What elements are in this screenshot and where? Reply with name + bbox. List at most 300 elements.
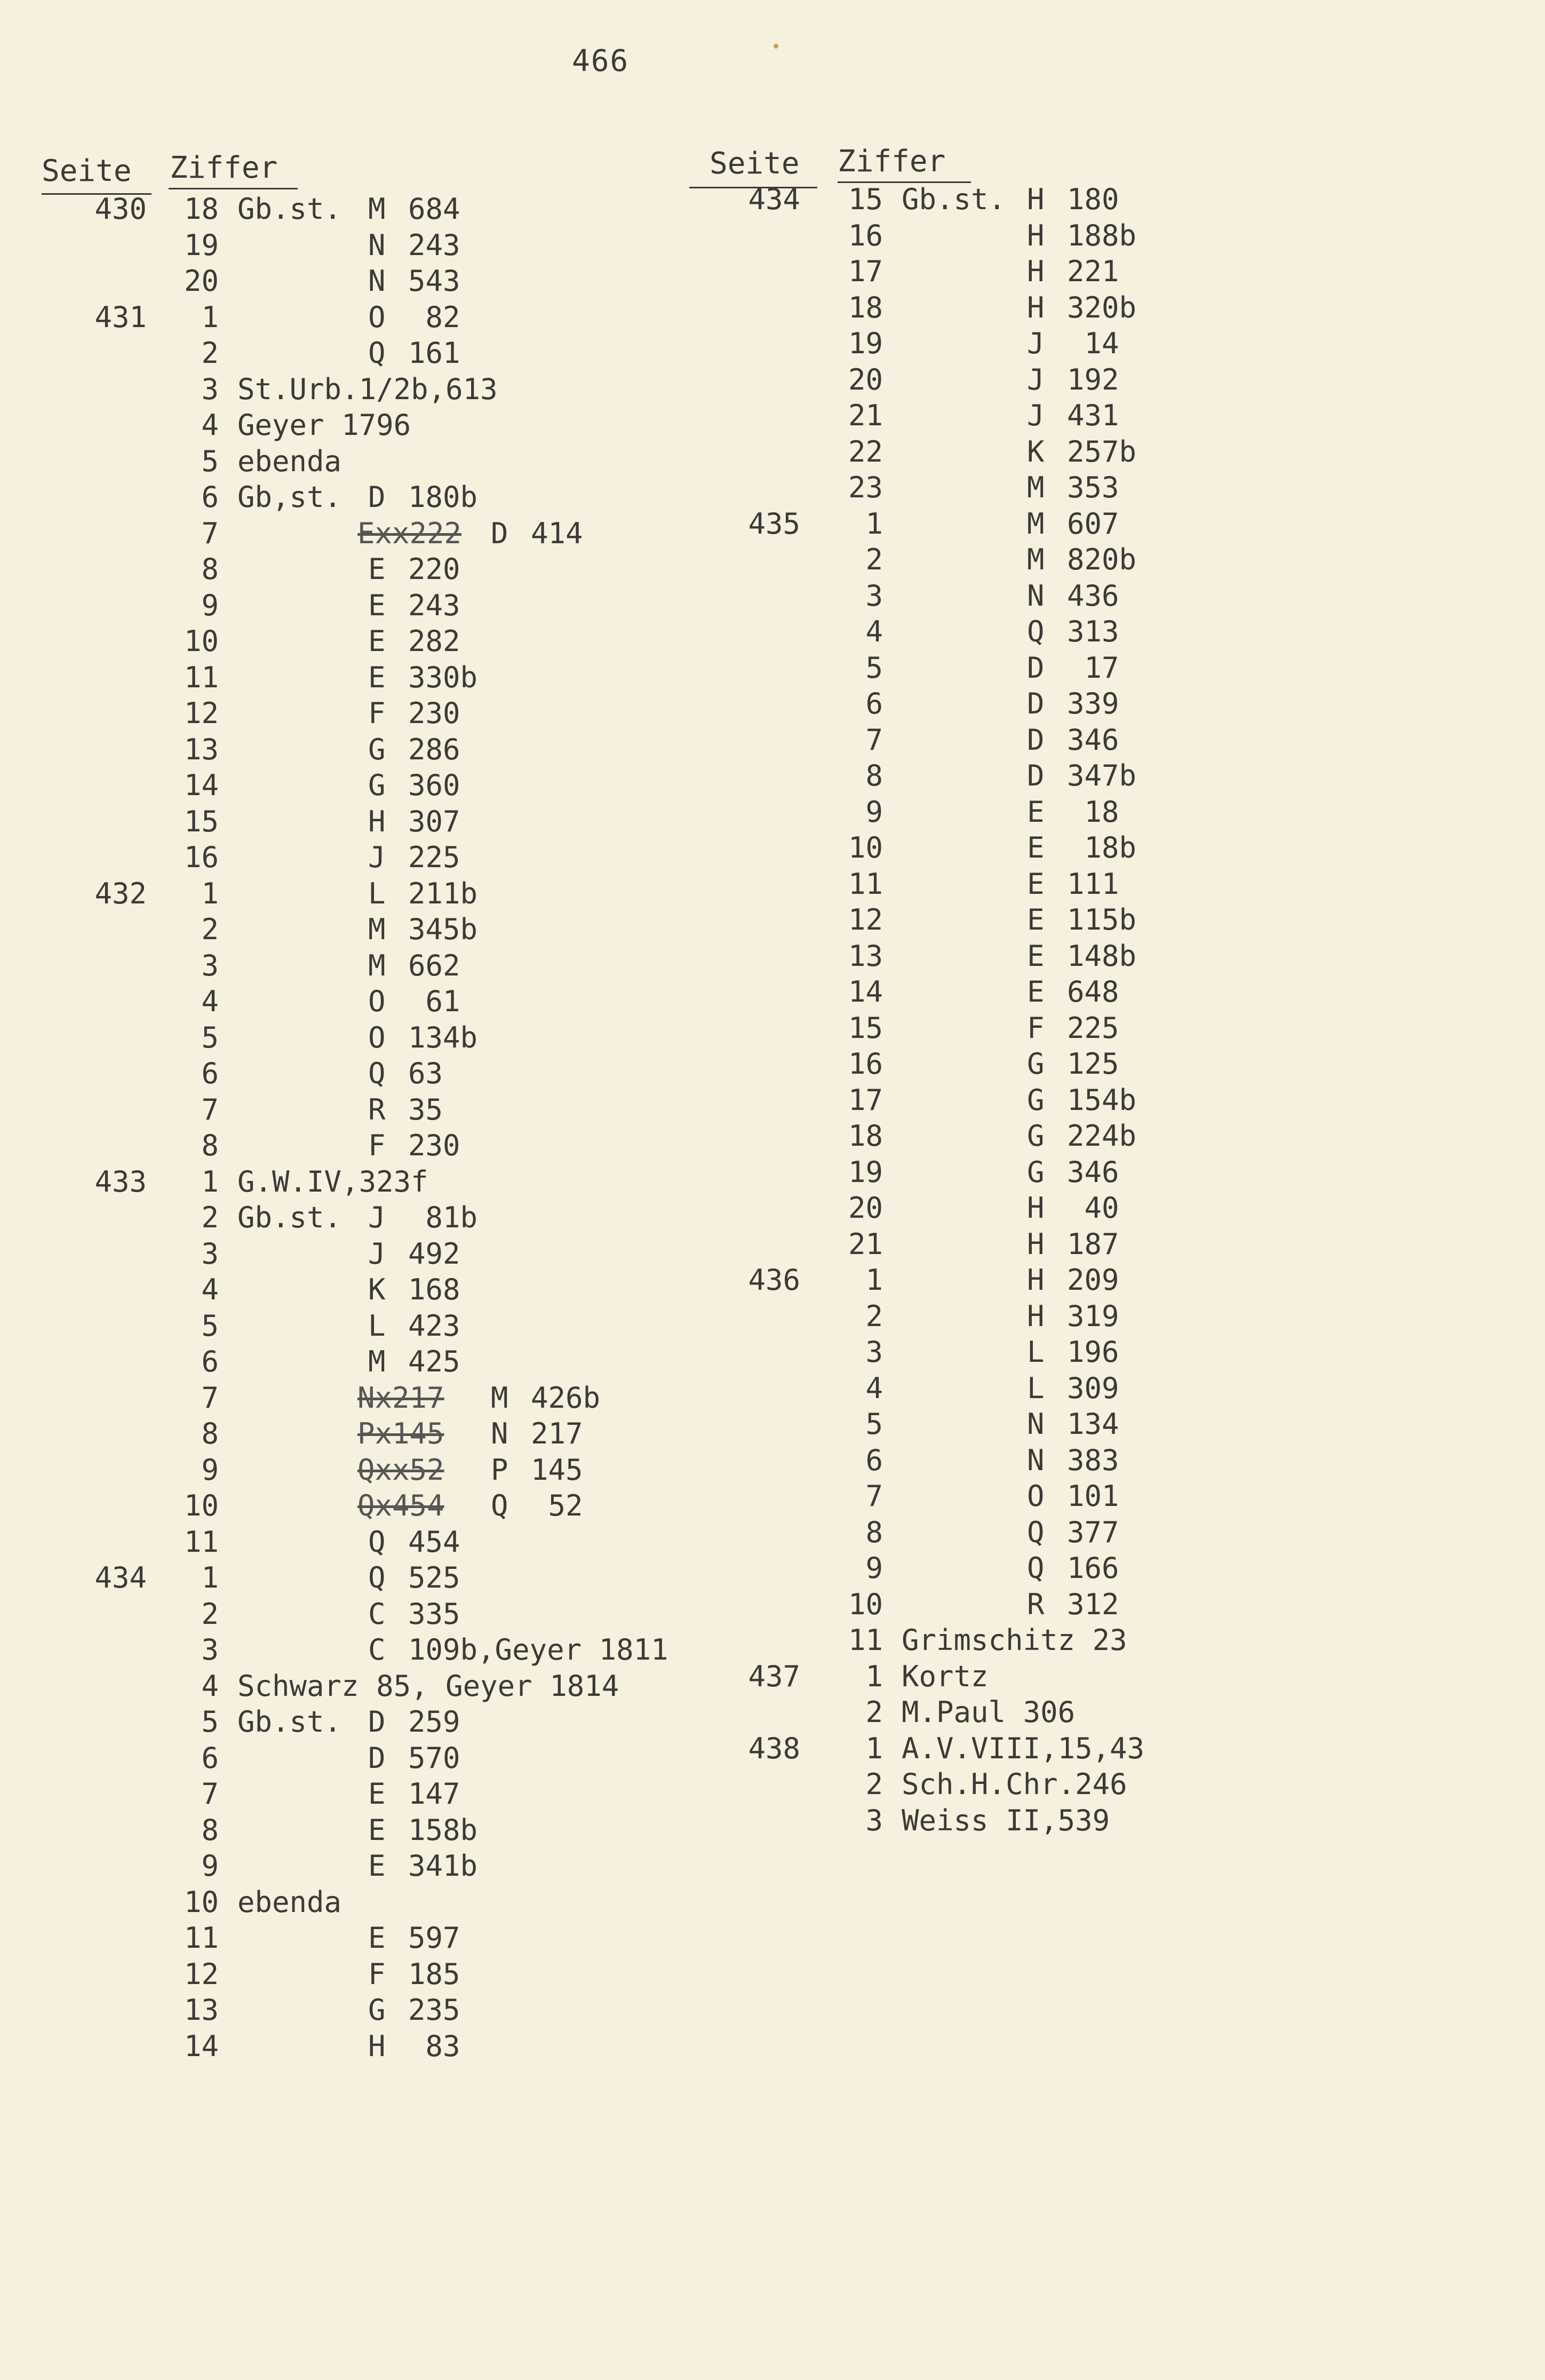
reference-letter: E (368, 624, 386, 658)
index-row (0, 1596, 694, 1632)
ziffer-value: 20 (184, 264, 219, 298)
reference-letter: E (1027, 939, 1045, 973)
reference-text: ebenda (237, 444, 342, 478)
ziffer-value: 9 (865, 1551, 883, 1585)
reference-number: 345b (408, 913, 478, 946)
reference-letter: Q (368, 1057, 386, 1090)
ziffer-value: 2 (865, 1299, 883, 1333)
ziffer-value: 9 (201, 1849, 219, 1883)
reference-letter: M (368, 192, 386, 226)
reference-letter: N (1027, 578, 1045, 613)
index-row (0, 443, 694, 480)
index-row (0, 407, 694, 443)
ziffer-value: 14 (184, 768, 219, 802)
ziffer-value: 3 (201, 948, 219, 982)
reference-number: 423 (408, 1308, 460, 1343)
ziffer-value: 14 (184, 2029, 219, 2063)
reference-letter: E (1027, 867, 1045, 901)
index-row (720, 650, 1414, 686)
reference-number: 158b (408, 1813, 478, 1847)
reference-number: 820b (1067, 543, 1137, 576)
reference-letter: H (1027, 1263, 1045, 1297)
reference-number: 286 (408, 732, 460, 766)
index-row (0, 2028, 694, 2065)
index-row (0, 623, 694, 660)
reference-letter: J (1027, 399, 1045, 432)
reference-letter: M (1027, 543, 1045, 576)
struck-out-text: Qx454 (357, 1489, 444, 1522)
reference-number: 383 (1067, 1443, 1119, 1477)
reference-number: 492 (408, 1236, 460, 1271)
reference-number: 454 (408, 1525, 460, 1559)
index-row (0, 983, 694, 1020)
struck-out-text: Qxx52 (357, 1453, 444, 1487)
header-seite-left: Seite (42, 154, 132, 188)
reference-number: 61 (408, 985, 460, 1018)
reference-letter: K (1027, 434, 1045, 469)
ziffer-value: 7 (201, 1777, 219, 1811)
ziffer-value: 13 (848, 939, 883, 973)
ziffer-value: 12 (184, 1957, 219, 1991)
ink-dot (774, 44, 778, 49)
ziffer-value: 3 (201, 1236, 219, 1271)
ziffer-value: 17 (848, 1083, 883, 1117)
reference-number: 346 (1067, 1155, 1119, 1189)
reference-text: Grimschitz 23 (902, 1623, 1127, 1657)
reference-number: 319 (1067, 1299, 1119, 1333)
ziffer-value: 2 (201, 913, 219, 946)
ziffer-value: 3 (865, 578, 883, 613)
reference-letter: E (368, 660, 386, 694)
ziffer-value: 11 (848, 867, 883, 901)
ziffer-value: 1 (865, 1263, 883, 1297)
ziffer-value: 23 (848, 471, 883, 504)
reference-letter: R (368, 1092, 386, 1126)
reference-number: 282 (408, 624, 460, 658)
reference-letter: M (491, 1381, 508, 1415)
reference-number: 225 (408, 840, 460, 874)
index-row (720, 506, 1414, 542)
reference-number: 83 (408, 2029, 460, 2063)
index-row (0, 804, 694, 840)
ziffer-value: 16 (184, 840, 219, 874)
index-row (0, 1272, 694, 1308)
ziffer-value: 5 (201, 1308, 219, 1343)
reference-number: 347b (1067, 759, 1137, 792)
reference-letter: P (491, 1453, 508, 1487)
reference-letter: G (1027, 1155, 1045, 1189)
index-row (0, 299, 694, 336)
index-row (720, 1370, 1414, 1407)
index-row (0, 1920, 694, 1956)
ziffer-value: 7 (201, 1092, 219, 1126)
index-row (720, 1478, 1414, 1514)
header-seite-right: Seite (710, 146, 800, 181)
seite-value: 436 (748, 1263, 800, 1297)
reference-number: 196 (1067, 1335, 1119, 1369)
ziffer-value: 4 (201, 1273, 219, 1306)
ziffer-value: 5 (865, 1407, 883, 1441)
index-row (0, 263, 694, 299)
reference-letter: N (368, 228, 386, 262)
reference-number: 217 (531, 1417, 583, 1450)
reference-letter: Q (368, 1525, 386, 1559)
reference-number: 313 (1067, 615, 1119, 648)
seite-value: 434 (94, 1561, 147, 1594)
reference-number: 147 (408, 1777, 460, 1811)
reference-number: 339 (1067, 687, 1119, 720)
reference-letter: O (368, 300, 386, 334)
ziffer-value: 3 (201, 372, 219, 406)
reference-number: 230 (408, 696, 460, 730)
reference-letter: D (491, 516, 508, 550)
reference-number: 40 (1067, 1191, 1119, 1225)
reference-letter: H (1027, 218, 1045, 252)
index-row (0, 732, 694, 768)
reference-number: 188b (1067, 218, 1137, 252)
reference-letter: E (368, 1813, 386, 1847)
ziffer-value: 4 (865, 615, 883, 648)
reference-number: 111 (1067, 867, 1119, 901)
reference-letter: G (1027, 1047, 1045, 1081)
index-row (720, 1766, 1414, 1803)
reference-text: Weiss II,539 (902, 1803, 1110, 1837)
index-row (720, 1118, 1414, 1154)
index-row (720, 1586, 1414, 1623)
index-row (720, 1731, 1414, 1767)
index-row (720, 362, 1414, 398)
ziffer-value: 17 (848, 255, 883, 288)
reference-letter: F (368, 1129, 386, 1162)
reference-letter: D (1027, 687, 1045, 720)
ziffer-value: 9 (201, 1453, 219, 1487)
reference-number: 360 (408, 768, 460, 802)
reference-letter: D (1027, 723, 1045, 757)
ziffer-value: 10 (848, 1587, 883, 1621)
reference-letter: H (1027, 290, 1045, 324)
index-row (720, 614, 1414, 650)
reference-number: 243 (408, 228, 460, 262)
reference-text: M.Paul 306 (902, 1695, 1076, 1729)
reference-letter: E (1027, 795, 1045, 829)
reference-number: 230 (408, 1129, 460, 1162)
index-row (720, 866, 1414, 902)
reference-number: 14 (1067, 327, 1119, 360)
reference-number: 570 (408, 1741, 460, 1775)
left-column (0, 191, 694, 2064)
index-row (0, 1848, 694, 1884)
index-row (720, 1659, 1414, 1695)
reference-letter: E (368, 1921, 386, 1955)
source-abbrev: Gb.st. (237, 1705, 342, 1739)
index-row (720, 434, 1414, 470)
ziffer-value: 15 (848, 183, 883, 216)
seite-value: 435 (748, 506, 800, 541)
reference-number: 259 (408, 1705, 460, 1739)
index-row (0, 479, 694, 515)
index-row (720, 1406, 1414, 1442)
reference-letter: E (368, 588, 386, 622)
index-row (0, 1704, 694, 1740)
reference-letter: E (1027, 831, 1045, 864)
reference-letter: G (1027, 1083, 1045, 1117)
index-row (0, 1380, 694, 1416)
source-abbrev: Gb,st. (237, 480, 342, 514)
page-number: 466 (572, 44, 630, 78)
index-row (0, 1344, 694, 1380)
ziffer-value: 1 (201, 300, 219, 334)
ziffer-value: 22 (848, 434, 883, 469)
ziffer-value: 3 (865, 1803, 883, 1837)
index-row (720, 253, 1414, 290)
reference-number: 425 (408, 1345, 460, 1378)
index-row (0, 371, 694, 408)
index-row (720, 218, 1414, 254)
reference-letter: Q (491, 1489, 508, 1522)
reference-text: St.Urb.1/2b,613 (237, 372, 498, 406)
reference-letter: D (1027, 759, 1045, 792)
struck-out-text: Nx217 (357, 1381, 444, 1415)
index-row (0, 588, 694, 624)
reference-letter: H (1027, 1299, 1045, 1333)
reference-number: 224b (1067, 1119, 1137, 1153)
reference-letter: R (1027, 1587, 1045, 1621)
index-row (720, 902, 1414, 938)
reference-number: 209 (1067, 1263, 1119, 1297)
seite-value: 432 (94, 876, 147, 910)
ziffer-value: 13 (184, 1993, 219, 2027)
reference-number: 211b (408, 876, 478, 910)
ziffer-value: 14 (848, 975, 883, 1009)
ziffer-value: 10 (184, 1489, 219, 1522)
ziffer-value: 11 (848, 1623, 883, 1657)
header-ziffer-right: Ziffer (838, 144, 946, 179)
index-row (720, 722, 1414, 758)
ziffer-value: 3 (865, 1335, 883, 1369)
ziffer-value: 6 (865, 1443, 883, 1477)
ziffer-value: 6 (201, 1345, 219, 1378)
reference-text: Schwarz 85, Geyer 1814 (237, 1669, 619, 1703)
index-row (0, 1632, 694, 1668)
right-column (720, 181, 1414, 1838)
reference-number: 115b (1067, 903, 1137, 937)
ziffer-value: 1 (865, 506, 883, 541)
index-row (720, 470, 1414, 506)
ziffer-value: 19 (184, 228, 219, 262)
ziffer-value: 5 (865, 650, 883, 685)
struck-out-text: Exx222 (357, 516, 462, 550)
reference-number: 235 (408, 1993, 460, 2027)
ziffer-value: 2 (865, 1695, 883, 1729)
seite-value: 438 (748, 1731, 800, 1765)
reference-number: 63 (408, 1057, 443, 1090)
index-row (0, 1488, 694, 1524)
index-row (720, 758, 1414, 794)
index-row (720, 1298, 1414, 1335)
ziffer-value: 18 (848, 1119, 883, 1153)
reference-number: 109b,Geyer 1811 (408, 1633, 668, 1667)
reference-number: 148b (1067, 939, 1137, 973)
reference-text: A.V.VIII,15,43 (902, 1731, 1145, 1765)
index-row (0, 1416, 694, 1452)
index-row (720, 830, 1414, 866)
reference-letter: C (368, 1633, 386, 1667)
ziffer-value: 11 (184, 660, 219, 694)
index-row (720, 1442, 1414, 1479)
index-row (720, 578, 1414, 614)
ziffer-value: 11 (184, 1921, 219, 1955)
ziffer-value: 2 (201, 1201, 219, 1234)
ziffer-value: 18 (848, 290, 883, 324)
reference-letter: H (1027, 183, 1045, 216)
ziffer-value: 15 (184, 804, 219, 838)
reference-number: 320b (1067, 290, 1137, 324)
index-row (720, 1694, 1414, 1731)
reference-number: 662 (408, 948, 460, 982)
ziffer-value: 16 (848, 218, 883, 252)
index-row (0, 767, 694, 804)
index-row (0, 1740, 694, 1776)
index-row (0, 551, 694, 588)
reference-letter: O (368, 985, 386, 1018)
index-row (720, 686, 1414, 722)
index-row (720, 1010, 1414, 1046)
ziffer-value: 21 (848, 399, 883, 432)
index-row (0, 515, 694, 552)
reference-letter: H (1027, 1227, 1045, 1261)
reference-letter: C (368, 1597, 386, 1631)
ziffer-value: 6 (201, 1741, 219, 1775)
index-row (720, 1622, 1414, 1659)
index-row (0, 1452, 694, 1488)
reference-number: 543 (408, 264, 460, 298)
index-row (0, 1200, 694, 1236)
index-row (0, 1668, 694, 1704)
reference-number: 225 (1067, 1011, 1119, 1045)
reference-number: 341b (408, 1849, 478, 1883)
reference-number: 243 (408, 588, 460, 622)
ziffer-value: 13 (184, 732, 219, 766)
index-row (0, 948, 694, 984)
index-row (720, 542, 1414, 578)
reference-number: 426b (531, 1381, 601, 1415)
ziffer-value: 9 (865, 795, 883, 829)
ziffer-value: 5 (201, 1705, 219, 1739)
index-row (720, 398, 1414, 434)
ziffer-value: 1 (865, 1731, 883, 1765)
reference-letter: H (368, 2029, 386, 2063)
ziffer-value: 4 (201, 408, 219, 442)
seite-value: 434 (748, 183, 800, 216)
reference-letter: G (1027, 1119, 1045, 1153)
reference-letter: J (1027, 327, 1045, 360)
reference-letter: D (1027, 650, 1045, 685)
reference-number: 597 (408, 1921, 460, 1955)
reference-number: 192 (1067, 362, 1119, 396)
index-row (0, 1236, 694, 1272)
ziffer-value: 7 (201, 1381, 219, 1415)
reference-number: 17 (1067, 650, 1119, 685)
reference-number: 220 (408, 552, 460, 586)
index-row (0, 1164, 694, 1200)
ziffer-value: 18 (184, 192, 219, 226)
index-row (0, 695, 694, 732)
reference-number: 18b (1067, 831, 1137, 864)
reference-letter: G (368, 732, 386, 766)
reference-number: 52 (531, 1489, 583, 1522)
index-row (720, 1082, 1414, 1118)
reference-number: 180b (408, 480, 478, 514)
ziffer-value: 15 (848, 1011, 883, 1045)
index-row (0, 1560, 694, 1596)
index-row (720, 1226, 1414, 1263)
reference-letter: M (368, 948, 386, 982)
ziffer-value: 2 (201, 1597, 219, 1631)
reference-number: 648 (1067, 975, 1119, 1009)
reference-letter: H (1027, 255, 1045, 288)
ziffer-value: 12 (184, 696, 219, 730)
ziffer-value: 6 (201, 1057, 219, 1090)
reference-number: 431 (1067, 399, 1119, 432)
index-row (0, 1776, 694, 1812)
reference-text: G.W.IV,323f (237, 1164, 428, 1199)
reference-letter: J (1027, 362, 1045, 396)
reference-number: 82 (408, 300, 460, 334)
ziffer-value: 10 (184, 624, 219, 658)
reference-letter: K (368, 1273, 386, 1306)
reference-number: 309 (1067, 1371, 1119, 1405)
reference-number: 166 (1067, 1551, 1119, 1585)
reference-letter: L (1027, 1335, 1045, 1369)
reference-letter: Q (1027, 1551, 1045, 1585)
seite-value: 430 (94, 192, 147, 226)
index-row (0, 1812, 694, 1849)
ziffer-value: 16 (848, 1047, 883, 1081)
reference-letter: Q (1027, 615, 1045, 648)
header-ziffer-left: Ziffer (170, 150, 278, 185)
index-row (0, 1020, 694, 1056)
ziffer-value: 21 (848, 1227, 883, 1261)
reference-letter: L (368, 876, 386, 910)
reference-letter: E (368, 552, 386, 586)
index-row (720, 1334, 1414, 1370)
ziffer-value: 4 (865, 1371, 883, 1405)
index-row (720, 1190, 1414, 1226)
ziffer-value: 19 (848, 327, 883, 360)
ziffer-value: 8 (201, 1129, 219, 1162)
reference-letter: E (368, 1777, 386, 1811)
reference-number: 185 (408, 1957, 460, 1991)
reference-letter: M (1027, 471, 1045, 504)
ziffer-value: 9 (201, 588, 219, 622)
reference-text: Geyer 1796 (237, 408, 411, 442)
reference-number: 134 (1067, 1407, 1119, 1441)
index-row (0, 1524, 694, 1560)
source-abbrev: Gb.st. (902, 183, 1006, 216)
reference-number: 257b (1067, 434, 1137, 469)
reference-letter: F (1027, 1011, 1045, 1045)
ziffer-value: 8 (201, 1813, 219, 1847)
index-row (0, 660, 694, 696)
reference-number: 684 (408, 192, 460, 226)
reference-letter: J (368, 840, 386, 874)
reference-number: 161 (408, 336, 460, 370)
index-row (720, 181, 1414, 218)
ziffer-value: 8 (201, 552, 219, 586)
ziffer-value: 5 (201, 1020, 219, 1054)
index-row (0, 1092, 694, 1128)
ziffer-value: 2 (865, 543, 883, 576)
